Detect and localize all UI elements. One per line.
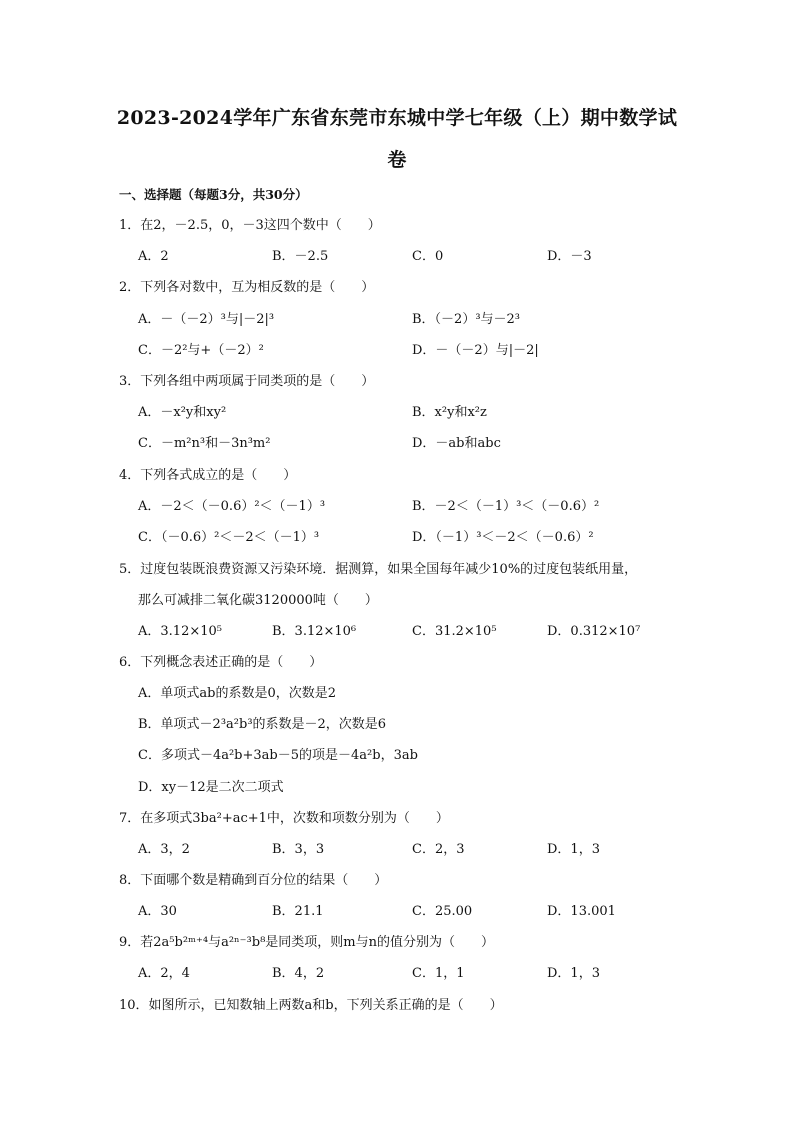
question-8-option-d: D．13.001	[547, 904, 616, 919]
question-2-option-d: D．－（－2）与|－2|	[412, 343, 539, 358]
question-5-stem-line1: 5．过度包装既浪费资源又污染环境．据测算，如果全国每年减少10%的过度包装纸用量，	[119, 562, 638, 577]
question-2-option-c: C．－2²与+（－2）²	[138, 343, 264, 358]
question-9-option-c: C．1，1	[412, 966, 465, 981]
question-7-stem: 7．在多项式3ba²+ac+1中，次数和项数分别为（ ）	[119, 811, 449, 826]
question-9-option-b: B．4，2	[272, 966, 325, 981]
question-7-option-d: D．1，3	[547, 842, 600, 857]
question-3-option-c: C．－m²n³和－3n³m²	[138, 436, 271, 451]
question-6-option-c: C．多项式－4a²b+3ab－5的项是－4a²b，3ab	[138, 748, 418, 763]
question-5-option-b: B．3.12×10⁶	[272, 624, 357, 639]
question-5-stem-line2: 那么可减排二氧化碳3120000吨（ ）	[138, 593, 378, 608]
question-8-stem: 8．下面哪个数是精确到百分位的结果（ ）	[119, 873, 388, 888]
question-9-option-d: D．1，3	[547, 966, 600, 981]
question-1-stem: 1．在2，－2.5，0，－3这四个数中（ ）	[119, 218, 381, 233]
question-9-stem: 9．若2a⁵b²ᵐ⁺⁴与a²ⁿ⁻³b⁸是同类项，则m与n的值分别为（ ）	[119, 935, 494, 950]
question-2-option-b: B．（－2）³与－2³	[412, 312, 521, 327]
question-6-option-d: D．xy－12是二次二项式	[138, 780, 284, 795]
question-1-option-b: B．－2.5	[272, 249, 329, 264]
question-3-option-b: B．x²y和x²z	[412, 405, 487, 420]
page-title: 2023-2024学年广东省东莞市东城中学七年级（上）期中数学试	[116, 107, 678, 129]
section-header: 一、选择题（每题3分，共30分）	[119, 187, 308, 202]
question-5-option-d: D．0.312×10⁷	[547, 624, 641, 639]
question-2-stem: 2．下列各对数中，互为相反数的是（ ）	[119, 280, 375, 295]
question-8-option-c: C．25.00	[412, 904, 473, 919]
question-4-option-a: A．－2＜（－0.6）²＜（－1）³	[138, 499, 326, 514]
question-6-option-a: A．单项式ab的系数是0，次数是2	[138, 686, 337, 701]
question-6-stem: 6．下列概念表述正确的是（ ）	[119, 655, 323, 670]
question-3-option-a: A．－x²y和xy²	[138, 405, 227, 420]
question-10-stem: 10．如图所示，已知数轴上两数a和b，下列关系正确的是（ ）	[119, 998, 503, 1013]
question-9-option-a: A．2，4	[138, 966, 190, 981]
question-3-stem: 3．下列各组中两项属于同类项的是（ ）	[119, 374, 375, 389]
question-2-option-a: A．－（－2）³与|－2|³	[138, 312, 275, 327]
question-4-stem: 4．下列各式成立的是（ ）	[119, 468, 297, 483]
question-1-option-a: A．2	[138, 249, 169, 264]
question-6-option-b: B．单项式－2³a²b³的系数是－2，次数是6	[138, 717, 387, 732]
question-7-option-a: A．3，2	[138, 842, 190, 857]
question-5-option-a: A．3.12×10⁵	[138, 624, 222, 639]
question-8-option-a: A．30	[138, 904, 177, 919]
question-3-option-d: D．－ab和abc	[412, 436, 501, 451]
question-7-option-c: C．2，3	[412, 842, 465, 857]
question-5-option-c: C．31.2×10⁵	[412, 624, 497, 639]
question-8-option-b: B．21.1	[272, 904, 324, 919]
question-4-option-c: C．（－0.6）²＜－2＜（－1）³	[138, 530, 320, 545]
question-1-option-d: D．－3	[547, 249, 592, 264]
question-4-option-b: B．－2＜（－1）³＜（－0.6）²	[412, 499, 600, 514]
question-1-option-c: C．0	[412, 249, 444, 264]
page-title-continued: 卷	[387, 149, 407, 171]
question-7-option-b: B．3，3	[272, 842, 325, 857]
question-4-option-d: D．（－1）³＜－2＜（－0.6）²	[412, 530, 594, 545]
